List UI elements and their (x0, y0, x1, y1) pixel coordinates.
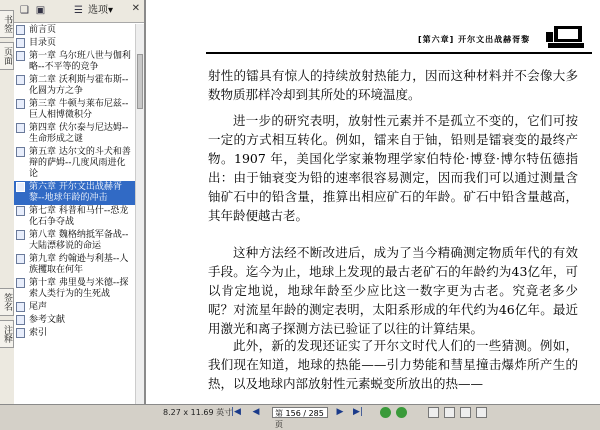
document-view[interactable] (146, 0, 600, 404)
bookmark-label: 第三章 牛顿与莱布尼兹--巨人相博微积分 (29, 99, 129, 120)
bookmark-icon (16, 147, 25, 157)
close-icon[interactable]: ✕ (131, 3, 140, 14)
bookmark-icon (16, 25, 25, 35)
bookmark-label: 参考文献 (29, 315, 66, 325)
page-header (206, 20, 592, 54)
navigation-tabs (0, 0, 15, 404)
bookmark-icon (16, 99, 25, 109)
last-page-button[interactable]: ▶| (353, 407, 363, 417)
paragraph: 这种方法经不断改进后，成为了当今精确测定物质年代的有效手段。迄今为止，地球上发现的最古老矿石的年龄约为43亿年，可以肯定地说，地球年龄至少应比这一数字更为古老。究竟老多少呢？对流星年龄的测定表明，太阳系形成的年代约为46亿年。最近用激光和离子探测方法已验证了以往的计算结果。 (208, 245, 578, 336)
bookmark-label: 前言页 (29, 25, 57, 35)
tab-pages[interactable]: 页面 (0, 42, 14, 70)
bookmark-icon (16, 230, 25, 240)
bookmark-item[interactable] (14, 327, 136, 340)
bookmark-list (14, 24, 136, 404)
book-logo-icon (546, 24, 586, 50)
facing-page-icon[interactable] (460, 407, 471, 418)
previous-page-button[interactable]: ◀ (252, 407, 260, 417)
bookmark-label: 第八章 魏格纳抵军备战--大陆漂移说的命运 (29, 230, 129, 251)
bookmark-label: 第六章 开尔文出战赫胥黎--地球年龄的冲击 (29, 182, 122, 203)
tab-bookmarks[interactable]: 书签 (0, 10, 14, 38)
bookmark-icon (16, 206, 25, 216)
next-page-button[interactable]: ▶ (336, 407, 344, 417)
bookmark-item[interactable] (14, 37, 136, 50)
bookmark-icon (16, 278, 25, 288)
bookmark-icon (16, 51, 25, 61)
bookmark-label: 第二章 沃利斯与霍布斯--化圆为方之争 (29, 75, 129, 96)
bookmarks-panel (14, 0, 146, 404)
bookmark-item[interactable] (14, 74, 136, 98)
status-bar (0, 404, 600, 429)
bookmarks-scrollbar[interactable] (135, 24, 144, 404)
scrollbar-thumb[interactable] (137, 54, 143, 109)
continuous-page-icon[interactable] (444, 407, 455, 418)
page-size: 8.27 x 11.69 英寸 (163, 408, 233, 417)
new-bookmark-icon[interactable]: ❑ (20, 5, 29, 16)
bookmark-label: 第一章 乌尔班八世与伽利略--不平等的竞争 (29, 51, 131, 72)
single-page-icon[interactable] (428, 407, 439, 418)
options-menu-button[interactable] (86, 3, 115, 19)
bookmark-icon (16, 315, 25, 325)
options-icon[interactable]: ☰ (74, 5, 83, 16)
options-label: 选项 (88, 5, 108, 16)
bookmark-item[interactable] (14, 277, 136, 301)
paragraph: 进一步的研究表明，放射性元素并不是孤立不变的，它们可按一定的方式相互转化。例如，镭来自于铀，铅则是镭衰变的最终产物。1907 年，美国化学家兼物理学家伯特伦·博登·博尔特伍德指出：由于铀衰变为铅的速率很容易测定，因而我们可以通过测量含铀矿石中的铅含量，推算出相应矿石的年龄。矿石中铅含量越高，其年龄便越古老。 (208, 113, 578, 223)
page-number-field[interactable]: 第 156 / 285 页 (272, 407, 328, 418)
bookmark-label: 第七章 科普和马什--恐龙化石争夺战 (29, 206, 129, 227)
bookmark-item[interactable] (14, 122, 136, 146)
bookmark-icon (16, 38, 25, 48)
back-view-icon[interactable] (380, 407, 391, 418)
bookmark-icon (16, 75, 25, 85)
forward-view-icon[interactable] (396, 407, 407, 418)
bookmark-item[interactable] (14, 205, 136, 229)
paragraph: 射性的镭具有惊人的持续放射热能力，因而这种材料并不会像大多数物质那样冷却到其所处的环境温度。 (208, 68, 578, 102)
bookmark-icon (16, 182, 25, 192)
bookmark-label: 索引 (29, 328, 48, 338)
bookmark-item[interactable] (14, 253, 136, 277)
bookmark-item[interactable] (14, 301, 136, 314)
bookmark-icon (16, 302, 25, 312)
tab-signatures[interactable]: 签名 (0, 288, 14, 316)
bookmark-item[interactable] (14, 314, 136, 327)
bookmark-label: 第十章 弗里曼与米德--探索人类行为的生死战 (29, 278, 129, 299)
bookmark-item[interactable] (14, 98, 136, 122)
bookmark-label: 第五章 达尔文的斗犬和善辩的萨姆--几度风雨进化论 (29, 147, 131, 179)
bookmark-icon (16, 123, 25, 133)
bookmark-icon (16, 328, 25, 338)
bookmark-label: 目录页 (29, 38, 57, 48)
bookmark-item[interactable] (14, 229, 136, 253)
bookmark-icon (16, 254, 25, 264)
tab-comments[interactable]: 注释 (0, 320, 14, 348)
bookmark-label: 第四章 伏尔泰与尼达姆--生命形成之谜 (29, 123, 129, 144)
paragraph: 此外，新的发现还证实了开尔文时代人们的一些猜测。例如，我们现在知道，地球的热能——引力势能和彗星撞击爆炸所产生的热，以及地球内部放射性元素蜕变所放出的热—— (208, 338, 578, 391)
bookmark-label: 第九章 约翰逊与利基--人族攫取在何年 (29, 254, 129, 275)
bookmarks-toolbar (14, 0, 144, 23)
first-page-button[interactable]: |◀ (231, 407, 241, 417)
continuous-facing-icon[interactable] (476, 407, 487, 418)
bookmark-label: 尾声 (29, 302, 48, 312)
chevron-down-icon: ▾ (108, 5, 114, 16)
bookmark-item[interactable] (14, 181, 136, 205)
bookmark-item[interactable] (14, 50, 136, 74)
expand-bookmark-icon[interactable]: ▣ (35, 5, 46, 16)
bookmark-item[interactable] (14, 24, 136, 37)
bookmark-item[interactable] (14, 146, 136, 181)
chapter-header: [第六章] 开尔文出战赫胥黎 (418, 35, 531, 44)
